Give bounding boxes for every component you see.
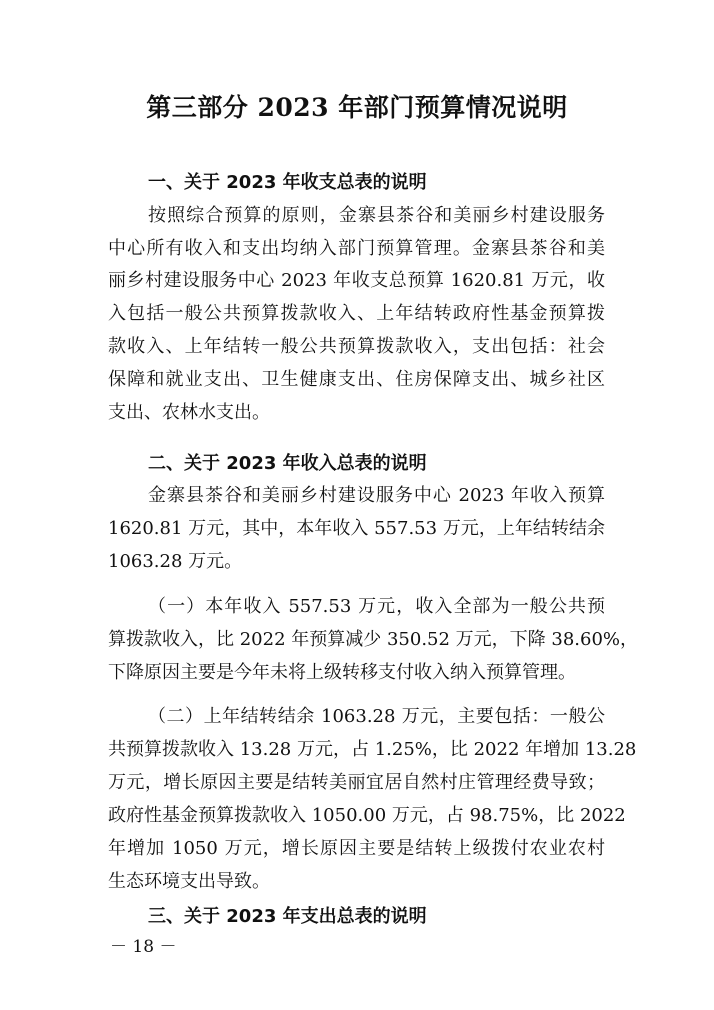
paragraph-line: 按照综合预算的原则，金寨县茶谷和美丽乡村建设服务 (148, 205, 605, 226)
paragraph-line: 共预算拨款收入 13.28 万元，占 1.25%，比 2022 年增加 13.28 (108, 739, 637, 760)
paragraph-line: （二）上年结转结余 1063.28 万元，主要包括：一般公 (148, 706, 605, 727)
paragraph-line: 款收入、上年结转一般公共预算拨款收入，支出包括：社会 (108, 336, 605, 357)
paragraph-line: 入包括一般公共预算拨款收入、上年结转政府性基金预算拨 (108, 303, 605, 324)
paragraph-line: 生态环境支出导致。 (108, 871, 270, 892)
section-heading-2: 二、关于 2023 年收入总表的说明 (148, 453, 427, 474)
paragraph-line: 保障和就业支出、卫生健康支出、住房保障支出、城乡社区 (108, 369, 605, 390)
paragraph-line: 下降原因主要是今年未将上级转移支付收入纳入预算管理。 (108, 662, 576, 683)
page-number: － 18 － (110, 937, 177, 957)
paragraph-line: （一）本年收入 557.53 万元，收入全部为一般公共预 (148, 596, 605, 617)
paragraph-line: 丽乡村建设服务中心 2023 年收支总预算 1620.81 万元，收 (108, 270, 605, 291)
paragraph-line: 1063.28 万元。 (108, 551, 243, 572)
paragraph-line: 政府性基金预算拨款收入 1050.00 万元，占 98.75%，比 2022 (108, 805, 626, 826)
paragraph-line: 万元，增长原因主要是结转美丽宜居自然村庄管理经费导致； (108, 772, 605, 793)
section-heading-1: 一、关于 2023 年收支总表的说明 (148, 172, 427, 193)
page-title: 第三部分 2023 年部门预算情况说明 (146, 93, 568, 122)
paragraph-line: 中心所有收入和支出均纳入部门预算管理。金寨县茶谷和美 (108, 238, 605, 259)
section-heading-3: 三、关于 2023 年支出总表的说明 (148, 906, 427, 927)
paragraph-line: 算拨款收入，比 2022 年预算减少 350.52 万元，下降 38.60%， (108, 629, 639, 650)
paragraph-line: 1620.81 万元，其中，本年收入 557.53 万元，上年结转结余 (108, 518, 605, 539)
paragraph-line: 金寨县茶谷和美丽乡村建设服务中心 2023 年收入预算 (148, 485, 605, 506)
paragraph-line: 支出、农林水支出。 (108, 402, 270, 423)
paragraph-line: 年增加 1050 万元，增长原因主要是结转上级拨付农业农村 (108, 838, 605, 859)
